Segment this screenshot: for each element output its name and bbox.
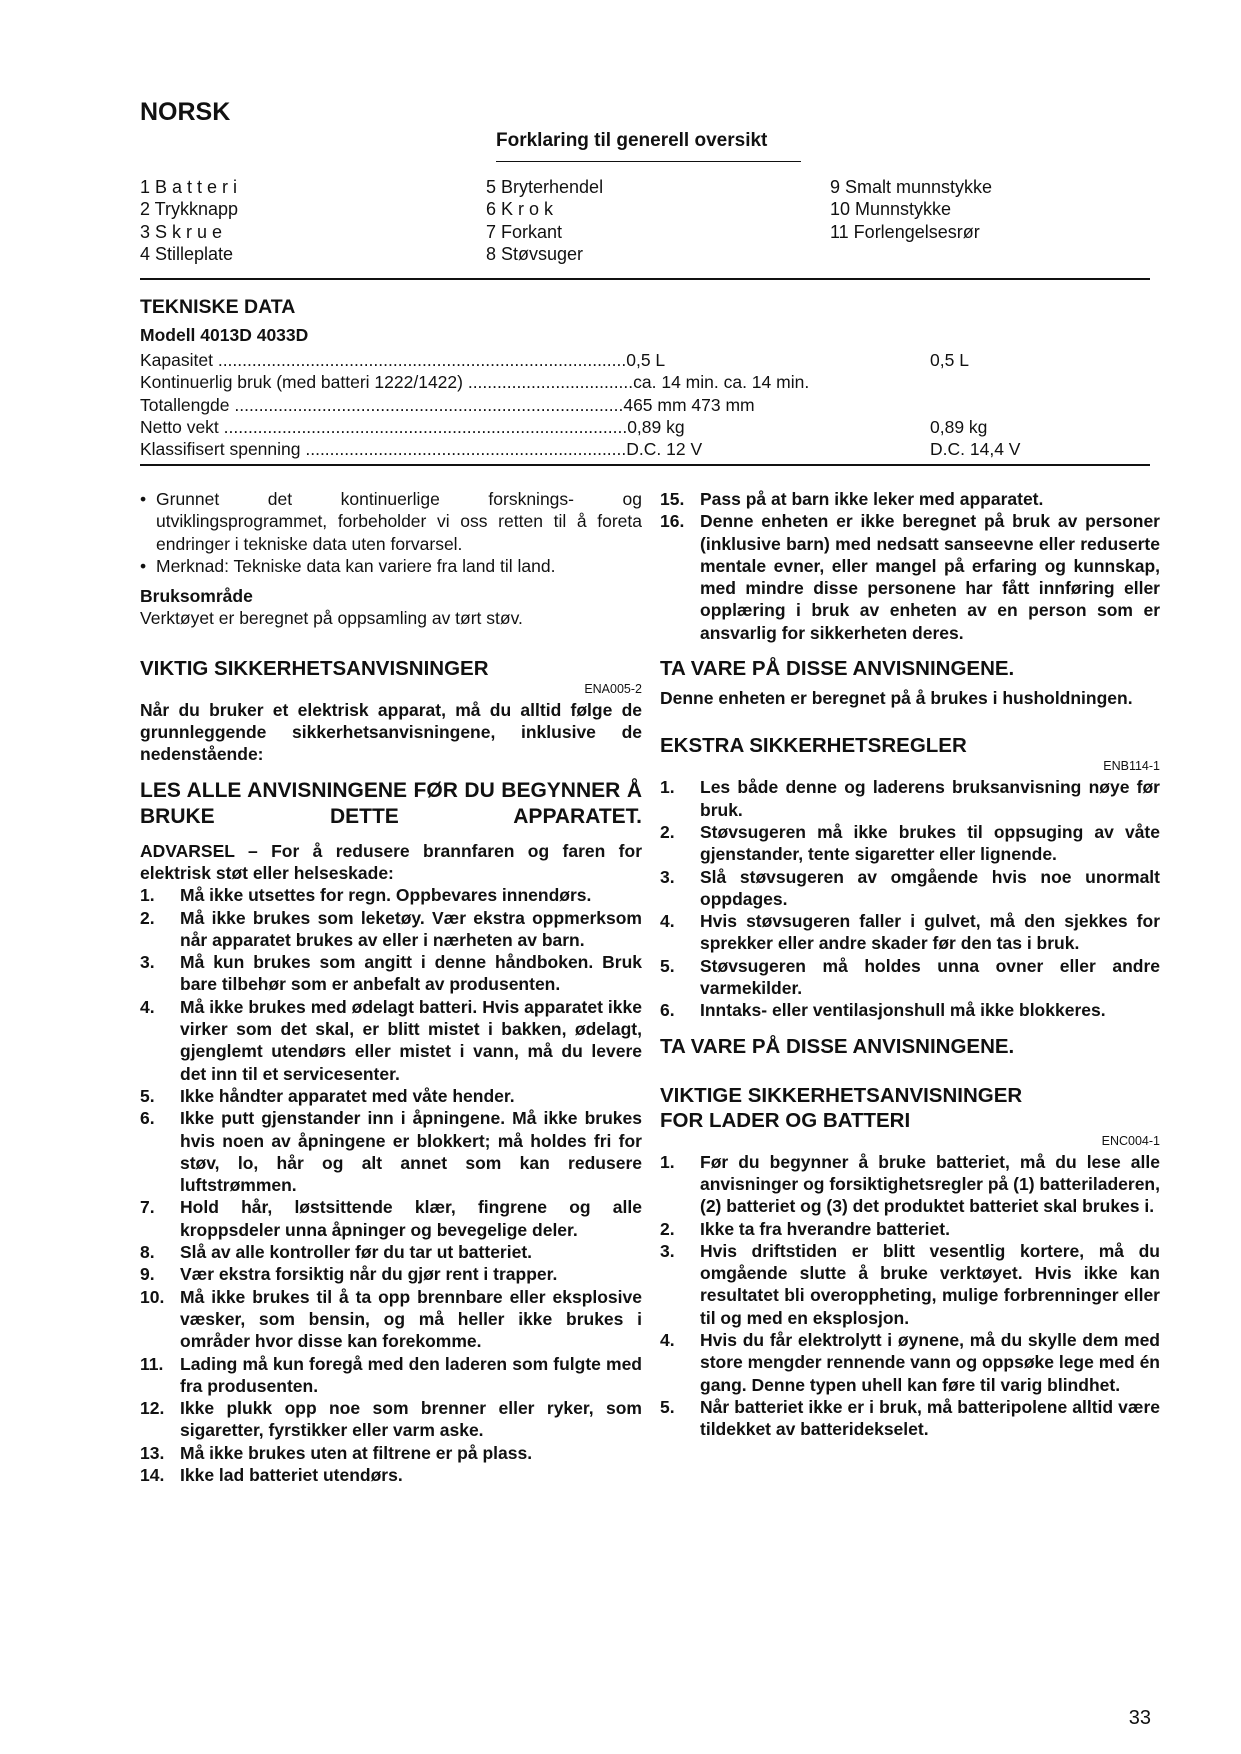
list-text: Må kun brukes som angitt i denne håndboken. Bruk bare tilbehør som er anbefalt av produsenten. [180, 952, 642, 995]
list-item [140, 1442, 642, 1464]
household-text: Denne enheten er beregnet på å brukes i husholdningen. [660, 688, 1133, 709]
list-text: Ikke håndter apparatet med våte hender. [180, 1085, 515, 1106]
list-item [140, 907, 642, 952]
list-text: Hold hår, løstsittende klær, fingrene og alle kroppsdeler unna åpninger og bevegelige deler. [180, 1197, 642, 1240]
list-item [140, 884, 642, 906]
list-item [660, 1151, 1160, 1218]
part-item: 6 K r o k [486, 199, 554, 220]
list-number: 10. [140, 1286, 165, 1307]
list-item [660, 1396, 1160, 1441]
list-item [660, 999, 1160, 1021]
spec-label: Klassifisert spenning ..................................................................D.C. 12 V [140, 439, 703, 460]
spec-row [140, 349, 1150, 371]
list-text: Må ikke brukes som leketøy. Vær ekstra oppmerksom når apparatet brukes av eller i nærheten av barn. [180, 907, 642, 950]
divider [140, 278, 1150, 280]
safety-list-continued [660, 488, 1160, 644]
list-item [660, 1218, 1160, 1240]
parts-column-1 [140, 176, 410, 265]
extra-safety-list [660, 776, 1160, 1021]
list-number: 8. [140, 1242, 155, 1263]
right-column [660, 488, 1160, 1441]
usage-text: Verktøyet er beregnet på oppsamling av tørt støv. [140, 608, 523, 629]
extra-safety-code: ENB114-1 [1103, 759, 1160, 774]
list-item [660, 488, 1160, 510]
list-item [140, 1263, 642, 1285]
overview-underline [496, 161, 801, 162]
list-item [660, 1240, 1160, 1329]
part-item: 8 Støvsuger [486, 243, 584, 264]
list-number: 2. [140, 907, 155, 928]
list-text: Støvsugeren må holdes unna ovner eller andre varmekilder. [700, 955, 1160, 999]
list-item [140, 996, 642, 1085]
list-number: 4. [660, 1330, 675, 1351]
list-number: 1. [660, 777, 675, 798]
usage-title: Bruksområde [140, 586, 253, 607]
list-item [660, 510, 1160, 644]
list-number: 5. [660, 955, 675, 976]
list-number: 2. [660, 821, 675, 842]
part-item: 3 S k r u e [140, 221, 223, 242]
list-text: Ikke lad batteriet utendørs. [180, 1464, 403, 1485]
list-item [140, 1085, 642, 1107]
list-item [660, 776, 1160, 821]
list-text: Ikke ta fra hverandre batteriet. [700, 1218, 950, 1239]
part-item: 10 Munnstykke [830, 199, 952, 220]
list-text: Hvis driftstiden er blitt vesentlig kortere, må du omgående slutte å bruke verktøyet. Hvis ikke kan resultatet bli overoppheting, mulige forbrenninger eller til og med en eksplosjon. [700, 1240, 1160, 1328]
list-text: Når batteriet ikke er i bruk, må batteripolene alltid være tildekket av batteridekselet. [700, 1396, 1160, 1440]
part-item: 2 Trykknapp [140, 199, 239, 220]
list-number: 3. [660, 866, 675, 887]
keep-instructions-heading: TA VARE PÅ DISSE ANVISNINGENE. [660, 657, 1015, 681]
list-item [660, 866, 1160, 911]
list-text: Denne enheten er ikke beregnet på bruk av personer (inklusive barn) med nedsatt sanseevne eller reduserte mentale evner, eller mangel på erfaring og kunnskap, med mindre disse personene har fått innføring eller opplæring i bruk av enheten av en person som er ansvarlig for sikkerheten deres. [700, 511, 1160, 643]
list-number: 2. [660, 1218, 675, 1239]
part-item: 5 Bryterhendel [486, 177, 604, 197]
warning-text: ADVARSEL – For å redusere brannfaren og faren for elektrisk støt eller helseskade: [140, 840, 642, 883]
note-bullet: • Merknad: Tekniske data kan variere fra land til land. [140, 555, 642, 577]
parts-column-2 [486, 176, 726, 265]
list-number: 15. [660, 489, 685, 509]
part-item: 7 Forkant [486, 221, 563, 242]
read-all-text: LES ALLE ANVISNINGENE FØR DU BEGYNNER Å BRUKE DETTE APPARATET. [140, 778, 642, 828]
list-number: 4. [660, 911, 675, 932]
list-item [660, 910, 1160, 955]
safety-intro: Når du bruker et elektrisk apparat, må du alltid følge de grunnleggende sikkerhetsanvisningene, inklusive de nedenstående: [140, 699, 642, 765]
list-text: Støvsugeren må ikke brukes til oppsuging av våte gjenstander, tente sigaretter eller lignende. [700, 821, 1160, 865]
spec-value-4033d: D.C. 14,4 V [930, 439, 1021, 460]
list-text: Pass på at barn ikke leker med apparatet. [700, 489, 1044, 509]
list-number: 7. [140, 1197, 155, 1218]
overview-title: Forklaring til generell oversikt [496, 130, 768, 151]
list-item [660, 1329, 1160, 1396]
list-number: 5. [140, 1085, 155, 1106]
list-item [140, 1241, 642, 1263]
charger-title-line-1: VIKTIGE SIKKERHETSANVISNINGER [660, 1083, 1023, 1107]
keep-instructions-heading: TA VARE PÅ DISSE ANVISNINGENE. [660, 1034, 1015, 1058]
spec-label: Kontinuerlig bruk (med batteri 1222/1422) ..................................ca. 14 min. ca. 14 min. [140, 372, 810, 393]
list-number: 13. [140, 1442, 165, 1463]
list-number: 5. [660, 1396, 675, 1417]
list-number: 11. [140, 1353, 164, 1374]
specs-table [140, 349, 1150, 460]
list-number: 12. [140, 1398, 165, 1419]
list-number: 9. [140, 1264, 155, 1285]
list-text: Før du begynner å bruke batteriet, må du lese alle anvisninger og forsiktighetsregler på (1) batteriladeren, (2) batteriet og (3) det produktet batteriet skal brukes i. [700, 1151, 1160, 1217]
charger-safety-list [660, 1151, 1160, 1441]
list-text: Hvis du får elektrolytt i øynene, må du skylle dem med store mengder rennende vann og oppsøke lege med én gang. Denne typen uhell kan føre til varig blindhet. [700, 1330, 1160, 1395]
list-text: Slå av alle kontroller før du tar ut batteriet. [180, 1242, 533, 1263]
list-text: Lading må kun foregå med den laderen som fulgte med fra produsenten. [180, 1353, 642, 1396]
charger-title-line-2: FOR LADER OG BATTERI [660, 1108, 911, 1132]
list-text: Må ikke brukes uten at filtrene er på plass. [180, 1442, 533, 1463]
list-number: 14. [140, 1464, 165, 1485]
extra-safety-title: EKSTRA SIKKERHETSREGLER [660, 734, 967, 758]
list-text: Ikke plukk opp noe som brenner eller ryker, som sigaretter, fyrstikker eller varm aske. [180, 1398, 642, 1441]
list-item [140, 1286, 642, 1353]
list-item [660, 821, 1160, 866]
language-heading: NORSK [140, 98, 231, 126]
page-number: 33 [1128, 1707, 1151, 1729]
list-item [660, 955, 1160, 1000]
list-text: Må ikke utsettes for regn. Oppbevares innendørs. [180, 885, 592, 906]
list-text: Les både denne og laderens bruksanvisning nøye før bruk. [700, 777, 1160, 820]
safety-title: VIKTIG SIKKERHETSANVISNINGER [140, 656, 489, 680]
parts-column-3 [830, 176, 1130, 243]
list-number: 16. [660, 511, 685, 532]
list-number: 3. [660, 1240, 675, 1261]
spec-row [140, 371, 1150, 393]
list-number: 6. [140, 1108, 155, 1129]
list-text: Vær ekstra forsiktig når du gjør rent i trapper. [180, 1264, 558, 1285]
list-item [140, 1353, 642, 1398]
list-item [140, 1464, 642, 1486]
list-text: Hvis støvsugeren faller i gulvet, må den sjekkes for sprekker eller andre skader før den tas i bruk. [700, 911, 1160, 954]
list-text: Må ikke brukes til å ta opp brennbare eller eksplosive væsker, som bensin, og må heller ikke brukes i områder hvor disse kan forekomme. [180, 1286, 642, 1352]
spec-label: Netto vekt ...................................................................................0,89 kg [140, 416, 685, 437]
safety-list [140, 884, 642, 1486]
list-text: Må ikke brukes med ødelagt batteri. Hvis apparatet ikke virker som det skal, er blitt mistet i bakken, ødelagt, gjenglemt utendørs eller mistet i vann, må du levere det inn til et servicesenter. [180, 996, 642, 1084]
spec-value-4033d: 0,89 kg [930, 416, 988, 437]
list-item [140, 951, 642, 996]
list-number: 6. [660, 1000, 675, 1021]
list-text: Slå støvsugeren av omgående hvis noe unormalt oppdages. [700, 866, 1160, 909]
list-number: 4. [140, 996, 155, 1017]
spec-row [140, 438, 1150, 460]
divider [140, 464, 1150, 466]
spec-label: Kapasitet ....................................................................................0,5 L [140, 350, 666, 370]
spec-label: Totallengde ................................................................................465 mm 473 mm [140, 394, 755, 415]
left-column [140, 488, 642, 1486]
part-item: 4 Stilleplate [140, 243, 234, 264]
safety-code: ENA005-2 [584, 681, 642, 696]
note-bullet: • Grunnet det kontinuerlige forsknings- og utviklingsprogrammet, forbeholder vi oss retten til å foreta endringer i tekniske data uten forvarsel. [140, 488, 642, 555]
list-item [140, 1107, 642, 1196]
list-item [140, 1196, 642, 1241]
list-item [140, 1397, 642, 1442]
spec-row [140, 394, 1150, 416]
list-number: 3. [140, 952, 155, 973]
part-item: 11 Forlengelsesrør [830, 221, 980, 242]
list-text: Ikke putt gjenstander inn i åpningene. Må ikke brukes hvis noen av åpningene er blokkert; må holdes fri for støv, lo, hår og alt annet som kan redusere luftstrømmen. [180, 1108, 642, 1196]
read-all-heading [140, 778, 642, 830]
list-number: 1. [660, 1151, 675, 1172]
charger-code: ENC004-1 [1101, 1133, 1160, 1148]
list-number: 1. [140, 885, 155, 906]
part-item: 9 Smalt munnstykke [830, 177, 993, 197]
spec-row [140, 416, 1150, 438]
list-text: Inntaks- eller ventilasjonshull må ikke blokkeres. [700, 1000, 1106, 1021]
spec-value-4033d: 0,5 L [930, 350, 969, 370]
specs-title: TEKNISKE DATA [140, 296, 296, 318]
part-item: 1 B a t t e r i [140, 177, 238, 197]
specs-model-line: Modell 4013D 4033D [140, 325, 309, 345]
